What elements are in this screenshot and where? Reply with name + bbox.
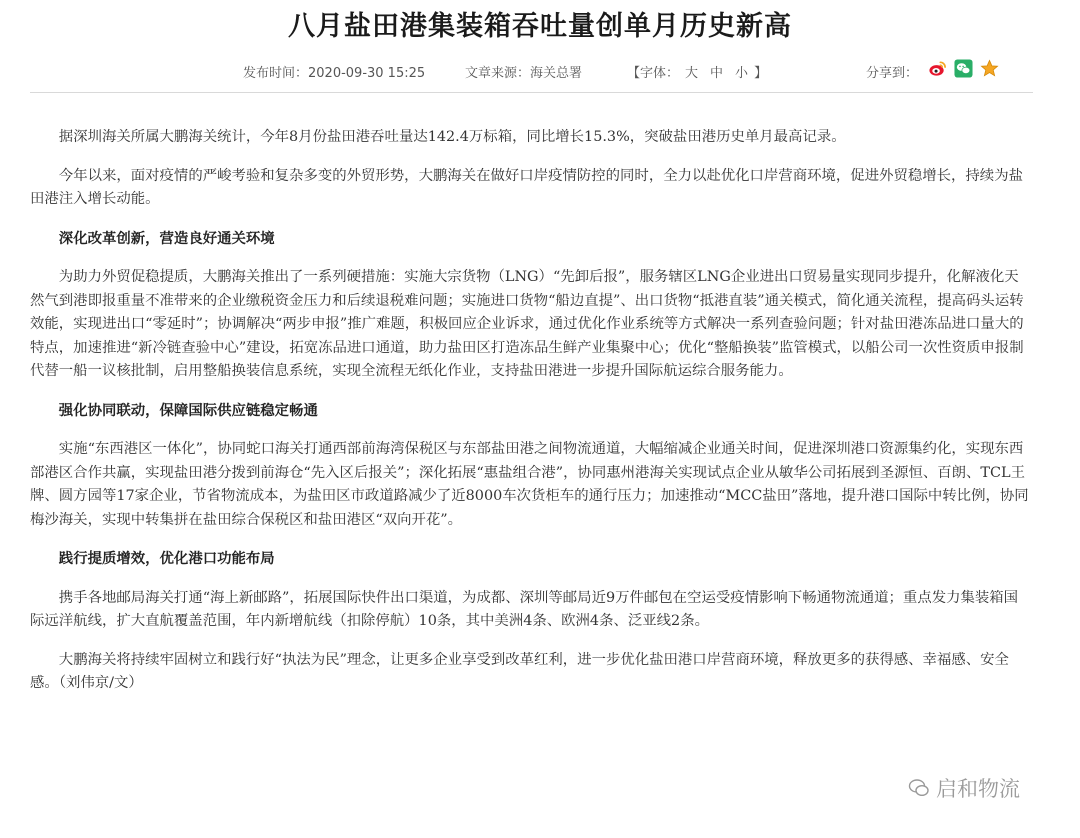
article-source: 文章来源：海关总署 (465, 66, 583, 81)
body-paragraph: 实施“东西港区一体化”，协同蛇口海关打通西部前海湾保税区与东部盐田港之间物流通道，大幅缩减企业通关时间，促进深圳港口资源集约化，实现东西部港区合作共赢，实现盐田港分拨到前海仓“先入区后报关”；深化拓展“惠盐组合港”，协同惠州港海关实现试点企业从敏华公司拓展到圣源恒、百朗、TCL王牌、圆方园等17家企业，节省物流成本，为盐田区市政道路减少了近8000车次货柜车的通行压力；加速推动“MCC盐田”落地，提升港口国际中转比例，协同梅沙海关，实现中转集拼在盐田综合保税区和盐田港区“双向开花”。 (30, 441, 1029, 528)
font-size-small-link[interactable]: 小 (735, 66, 749, 81)
font-size-large-link[interactable]: 大 (685, 66, 699, 81)
article-title: 八月盐田港集装箱吞吐量创单月历史新高 (288, 11, 792, 42)
body-paragraph: 据深圳海关所属大鹏海关统计，今年8月份盐田港吞吐量达142.4万标箱，同比增长15.3%，突破盐田港历史单月最高记录。 (58, 129, 846, 145)
body-paragraph: 携手各地邮局海关打通“海上新邮路”，拓展国际快件出口渠道，为成都、深圳等邮局近9万件邮包在空运受疫情影响下畅通物流通道；重点发力集装箱国际远洋航线，扩大直航覆盖范围，年内新增航线（扣除停航）10条，其中美洲4条、欧洲4条、泛亚线2条。 (30, 589, 1019, 629)
watermark-text: 启和物流 (936, 777, 1020, 801)
share-icons (928, 59, 999, 78)
wechat-icon[interactable] (954, 59, 973, 78)
body-paragraph: 为助力外贸促稳提质，大鹏海关推出了一系列硬措施：实施大宗货物（LNG）“先卸后报”，服务辖区LNG企业进出口贸易量实现同步提升，化解液化天然气到港即报重量不准带来的企业缴税资金压力和后续退税难问题；实施进口货物“船边直提”、出口货物“抵港直装”通关模式，简化通关流程，提高码头运转效能，实现进出口“零延时”；协调解决“两步申报”推广难题，积极回应企业诉求，通过优化作业系统等方式解决一系列查验问题；针对盐田港冻品进口量大的特点，加速推进“新冷链查验中心”建设，拓宽冻品进口通道，助力盐田区打造冻品生鲜产业集聚中心；优化“整船换装”监管模式，以船公司一次性资质申报制代替一船一议核批制，启用整船换装信息系统，实现全流程无纸化作业，支持盐田港进一步提升国际航运综合服务能力。 (30, 269, 1024, 379)
section-heading: 深化改革创新，营造良好通关环境 (58, 229, 275, 247)
section-heading: 践行提质增效，优化港口功能布局 (58, 550, 275, 567)
font-size-control (627, 62, 767, 82)
publish-time: 发布时间：2020-09-30 15:25 (243, 66, 426, 81)
weibo-icon[interactable] (928, 59, 947, 78)
watermark (908, 773, 1020, 803)
font-size-medium-link[interactable]: 中 (710, 66, 724, 81)
section-heading: 强化协同联动，保障国际供应链稳定畅通 (58, 401, 318, 419)
wechat-watermark-icon (908, 778, 930, 798)
body-paragraph: 大鹏海关将持续牢固树立和践行好“执法为民”理念，让更多企业享受到改革红利，进一步优化盐田港口岸营商环境，释放更多的获得感、幸福感、安全感。（刘伟京/文） (30, 651, 1009, 691)
body-paragraph: 今年以来，面对疫情的严峻考验和复杂多变的外贸形势，大鹏海关在做好口岸疫情防控的同时，全力以赴优化口岸营商环境，促进外贸稳增长，持续为盐田港注入增长动能。 (30, 167, 1023, 207)
share-label: 分享到： (866, 66, 919, 81)
font-size-prefix: 【字体： (627, 66, 680, 81)
header-divider (30, 92, 1033, 93)
favorite-star-icon[interactable] (980, 59, 999, 78)
font-size-suffix: 】 (754, 66, 768, 81)
article-body (30, 126, 1032, 711)
